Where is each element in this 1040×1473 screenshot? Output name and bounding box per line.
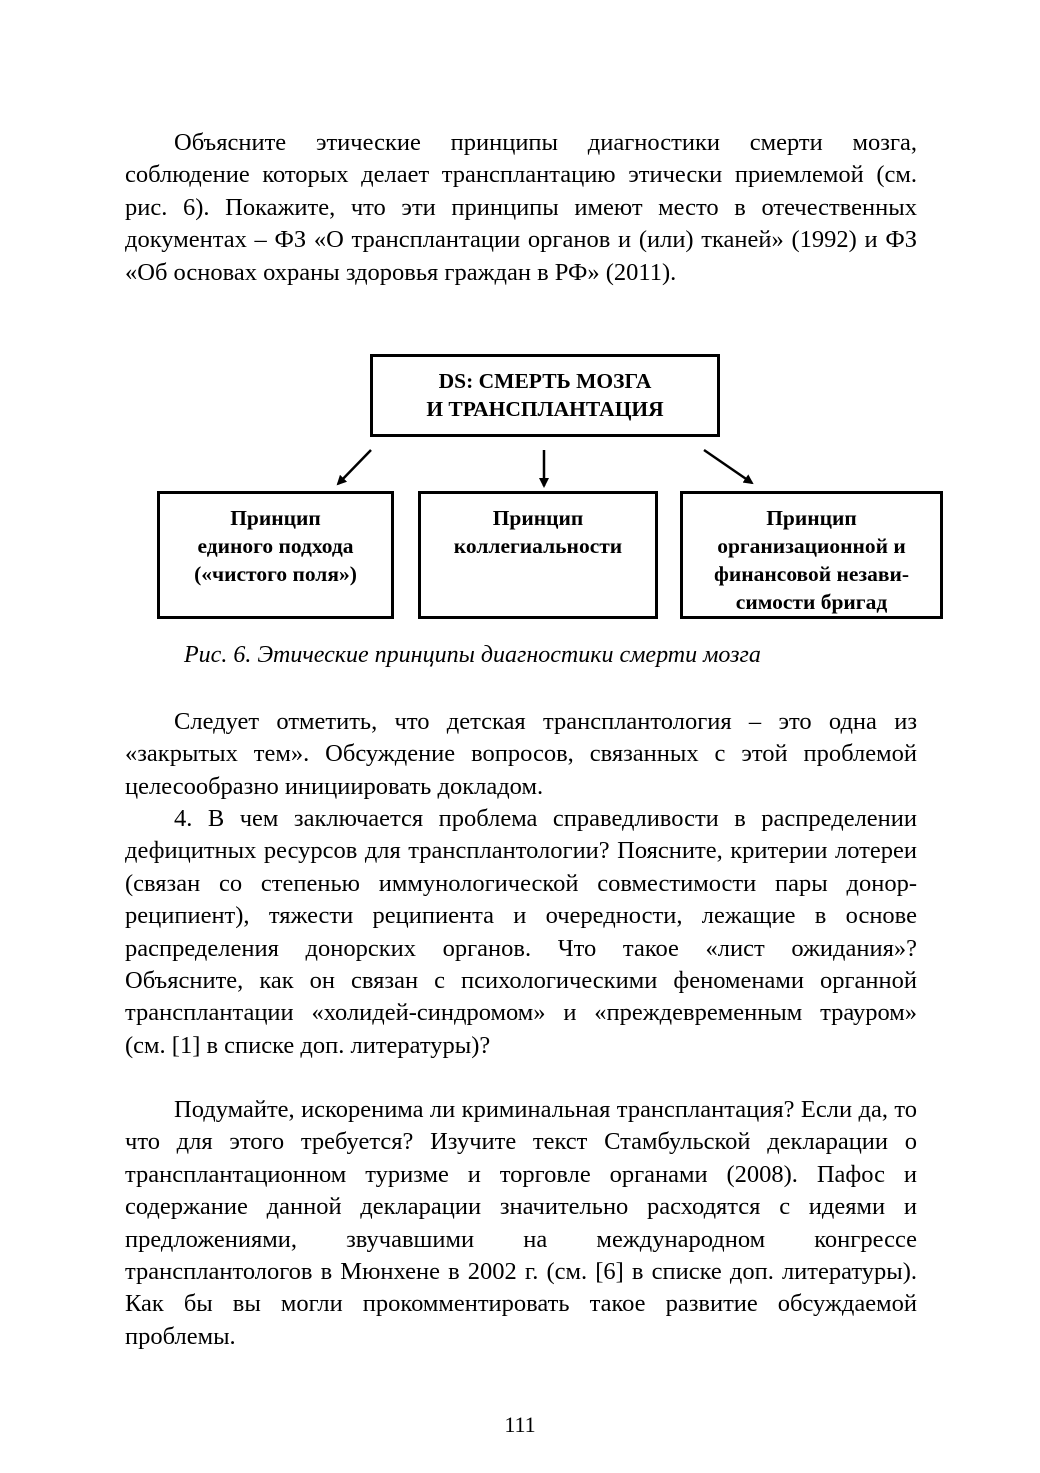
middle-box-line-2: коллегиальности bbox=[453, 534, 623, 558]
top-box-line-2: И ТРАНСПЛАНТАЦИЯ bbox=[426, 397, 664, 421]
diagram-right-box bbox=[680, 491, 943, 619]
paragraph-intro: Объясните этические принципы диагностики смерти мозга, соблюдение которых делает трансплантацию этически приемлемой (см. рис. 6). Покажите, что эти принципы имеют место в отечественных документах – ФЗ «О трансплантации органов и (или) тканей» (1992) и ФЗ «Об основах охраны здоровья граждан в РФ» (2011). bbox=[125, 129, 917, 286]
page-number: 111 bbox=[504, 1412, 536, 1437]
arrow-left bbox=[338, 450, 371, 484]
top-box-line-1: DS: СМЕРТЬ МОЗГА bbox=[438, 369, 652, 393]
left-box-line-3: («чистого поля») bbox=[194, 562, 357, 586]
right-box-line-4: симости бригад bbox=[735, 590, 888, 614]
diagram-left-box bbox=[157, 491, 394, 619]
right-box-line-2: организационной и bbox=[717, 534, 906, 558]
right-box-line-1: Принцип bbox=[766, 506, 857, 530]
right-box-line-3: финансовой незави- bbox=[713, 562, 909, 586]
diagram-middle-box bbox=[418, 491, 658, 619]
figure-caption: Рис. 6. Этические принципы диагностики смерти мозга bbox=[184, 642, 761, 668]
arrow-right bbox=[704, 450, 752, 483]
left-box-line-1: Принцип bbox=[230, 506, 321, 530]
paragraph-pediatric: Следует отметить, что детская трансплантология – это одна из «закрытых тем». Обсуждение вопросов, связанных с этой проблемой целесообразно инициировать докладом. bbox=[125, 708, 917, 800]
middle-box-line-1: Принцип bbox=[492, 506, 584, 530]
paragraph-question-4: 4. В чем заключается проблема справедливости в распределении дефицитных ресурсов для трансплантологии? Поясните, критерии лотереи (связан со степенью иммунологической совместимости пары донор-реципиент), тяжести реципиента и очередности, лежащие в основе распределения донорских органов. Что такое «лист ожидания»? Объясните, как он связан с психологическими феноменами органной трансплантации «холидей-синдромом» и «преждевременным трауром» (см. [1] в списке доп. литературы)? bbox=[125, 805, 917, 1059]
paragraph-criminal-transplant: Подумайте, искоренима ли криминальная трансплантация? Если да, то что для этого требуется? Изучите текст Стамбульской декларации о трансплантационном туризме и торговле органами (2008). Пафос и содержание данной декларации значительно расходятся с идеями и предложениями, звучавшими на международном конгрессе трансплантологов в Мюнхене в 2002 г. (см. [6] в списке доп. литературы). Как бы вы могли прокомментировать такое развитие обсуждаемой проблемы. bbox=[125, 1096, 917, 1350]
left-box-line-2: единого подхода bbox=[197, 534, 354, 558]
